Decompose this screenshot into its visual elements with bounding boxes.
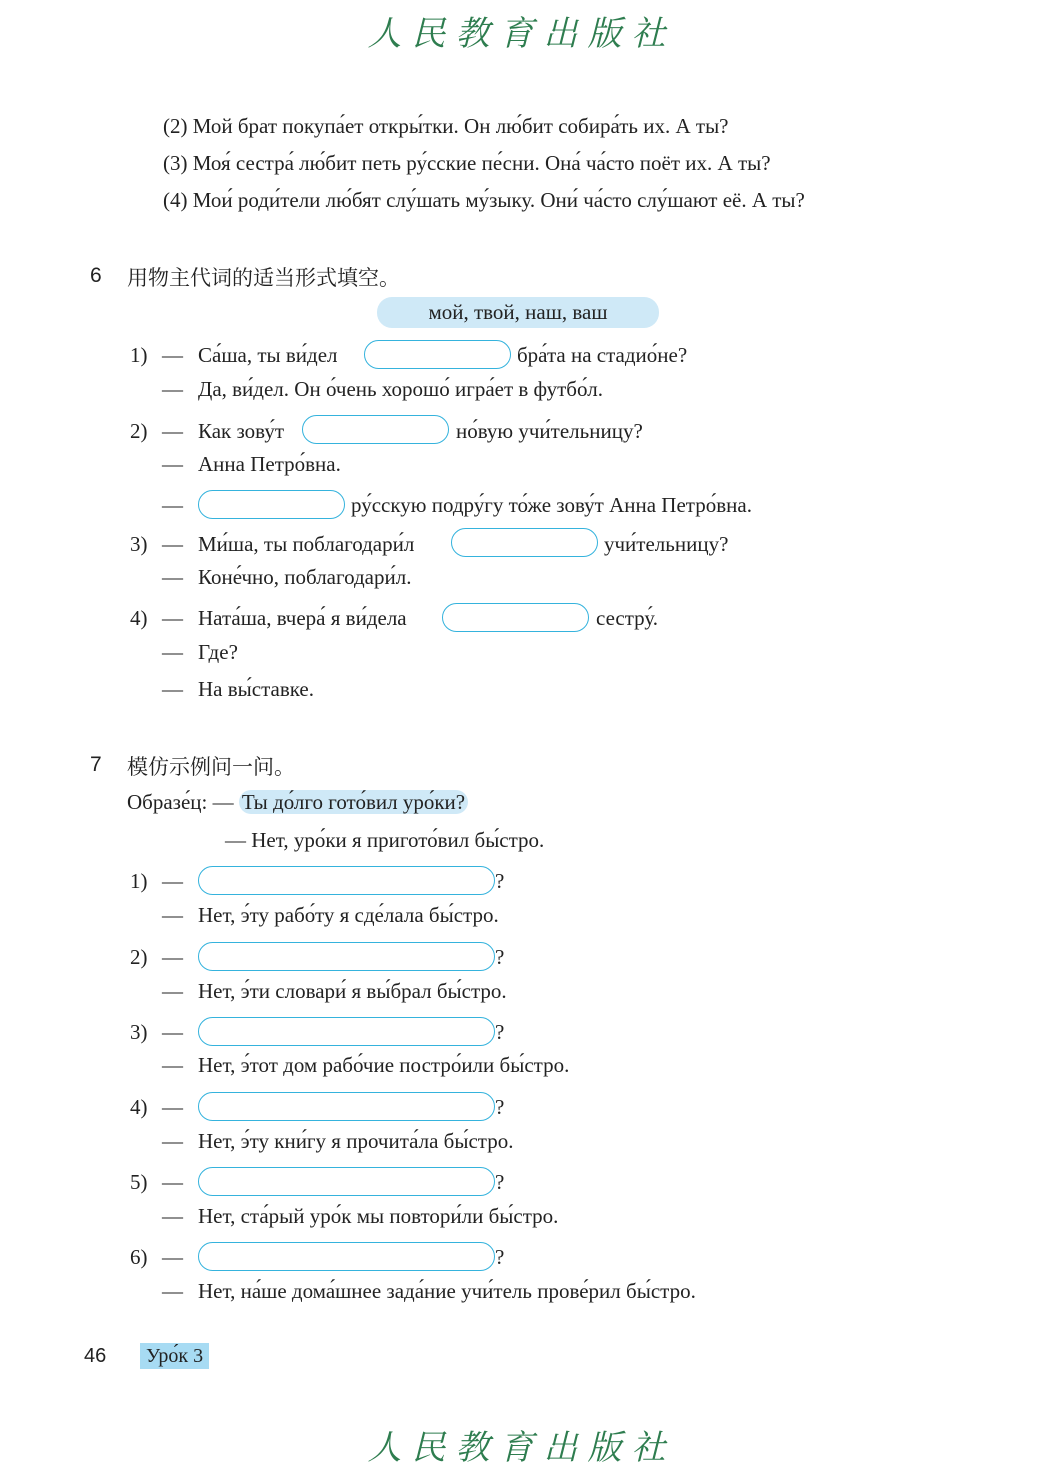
dash: — <box>162 606 183 630</box>
prompt-text: учи́тельницу? <box>604 532 729 556</box>
dash: — <box>162 1279 183 1303</box>
dash: — <box>162 1129 183 1153</box>
question-mark: ? <box>495 1095 505 1119</box>
question-blank[interactable] <box>198 1242 495 1271</box>
question-mark: ? <box>495 869 505 893</box>
task7-number: 7 <box>90 753 102 776</box>
dash: — <box>162 565 183 589</box>
answer-blank[interactable] <box>364 340 511 369</box>
example-label: Образе́ц: — <box>127 790 234 814</box>
item-number: 2) <box>130 945 148 969</box>
dash: — <box>162 677 183 701</box>
answer-text: Нет, на́ше дома́шнее зада́ние учи́тель прове́рил бы́стро. <box>198 1279 696 1303</box>
item-number: 2) <box>130 419 148 443</box>
example-question: Ты до́лго гото́вил уро́ки? <box>239 790 468 814</box>
prompt-text: сестру́. <box>596 606 659 630</box>
item-number: 4) <box>130 606 148 630</box>
question-mark: ? <box>495 1245 505 1269</box>
word-bank-text: мой, твой, наш, ваш <box>428 300 608 324</box>
prompt-text: Ната́ша, вчера́ я ви́дела <box>198 606 407 630</box>
item-number: 3) <box>130 1020 148 1044</box>
dash: — <box>162 903 183 927</box>
reply-text: Анна Петро́вна. <box>198 452 341 476</box>
question-blank[interactable] <box>198 942 495 971</box>
dash: — <box>162 979 183 1003</box>
task5-line-3: (3) Моя́ сестра́ лю́бит петь ру́сские пе́сни. Она́ ча́сто поёт их. А ты? <box>163 151 771 175</box>
answer-text: Нет, э́ту рабо́ту я сде́лала бы́стро. <box>198 903 499 927</box>
answer-blank[interactable] <box>302 415 449 444</box>
dash: — <box>162 945 183 969</box>
dash: — <box>162 1170 183 1194</box>
dash: — <box>162 532 183 556</box>
answer-text: Нет, э́ту кни́гу я прочита́ла бы́стро. <box>198 1129 514 1153</box>
dash: — <box>162 640 183 664</box>
prompt-text: бра́та на стадио́не? <box>517 343 688 367</box>
task7-title: 模仿示例问一问。 <box>127 755 295 779</box>
item-number: 3) <box>130 532 148 556</box>
dash: — <box>162 1095 183 1119</box>
item-number: 6) <box>130 1245 148 1269</box>
task6-title: 用物主代词的适当形式填空。 <box>127 266 400 290</box>
dash: — <box>162 1053 183 1077</box>
reply-text: На вы́ставке. <box>198 677 315 701</box>
lesson-tag-text: Уро́к 3 <box>140 1343 209 1369</box>
reply-text: Да, ви́дел. Он о́чень хорошо́ игра́ет в футбо́л. <box>198 377 603 401</box>
dash: — <box>162 343 183 367</box>
question-blank[interactable] <box>198 1017 495 1046</box>
answer-text: Нет, э́ти словари́ я вы́брал бы́стро. <box>198 979 507 1003</box>
item-number: 5) <box>130 1170 148 1194</box>
word-bank <box>377 297 659 328</box>
publisher-logo-bottom: 人民教育出版社 <box>367 1428 676 1468</box>
question-blank[interactable] <box>198 1167 495 1196</box>
question-blank[interactable] <box>198 1092 495 1121</box>
dash: — <box>162 493 183 517</box>
task6-number: 6 <box>90 264 102 287</box>
publisher-logo-top: 人民教育出版社 <box>367 14 676 54</box>
dash: — <box>162 1245 183 1269</box>
answer-blank[interactable] <box>451 528 598 557</box>
reply-text: Где? <box>198 640 238 664</box>
dash: — <box>162 1204 183 1228</box>
reply-text: ру́сскую подру́гу то́же зову́т Анна Петро́вна. <box>351 493 752 517</box>
answer-blank[interactable] <box>198 490 345 519</box>
dash: — <box>162 1020 183 1044</box>
answer-blank[interactable] <box>442 603 589 632</box>
question-mark: ? <box>495 1020 505 1044</box>
question-mark: ? <box>495 945 505 969</box>
prompt-text: но́вую учи́тельницу? <box>456 419 643 443</box>
prompt-text: Как зову́т <box>198 419 285 443</box>
dash: — <box>162 377 183 401</box>
prompt-text: Ми́ша, ты поблагодари́л <box>198 532 415 556</box>
task5-line-2: (2) Мой брат покупа́ет откры́тки. Он лю́бит собира́ть их. А ты? <box>163 114 729 138</box>
prompt-text: Са́ша, ты ви́дел <box>198 343 338 367</box>
example-line <box>127 790 468 815</box>
example-answer: — Нет, уро́ки я пригото́вил бы́стро. <box>225 828 545 852</box>
item-number: 4) <box>130 1095 148 1119</box>
reply-text: Коне́чно, поблагодари́л. <box>198 565 412 589</box>
answer-text: Нет, э́тот дом рабо́чие постро́или бы́стро. <box>198 1053 570 1077</box>
question-mark: ? <box>495 1170 505 1194</box>
dash: — <box>162 419 183 443</box>
task5-line-4: (4) Мои́ роди́тели лю́бят слу́шать му́зыку. Они́ ча́сто слу́шают её. А ты? <box>163 188 805 212</box>
item-number: 1) <box>130 343 148 367</box>
question-blank[interactable] <box>198 866 495 895</box>
answer-text: Нет, ста́рый уро́к мы повтори́ли бы́стро. <box>198 1204 559 1228</box>
item-number: 1) <box>130 869 148 893</box>
lesson-tag <box>140 1343 209 1368</box>
dash: — <box>162 452 183 476</box>
dash: — <box>162 869 183 893</box>
page-number: 46 <box>84 1345 107 1367</box>
